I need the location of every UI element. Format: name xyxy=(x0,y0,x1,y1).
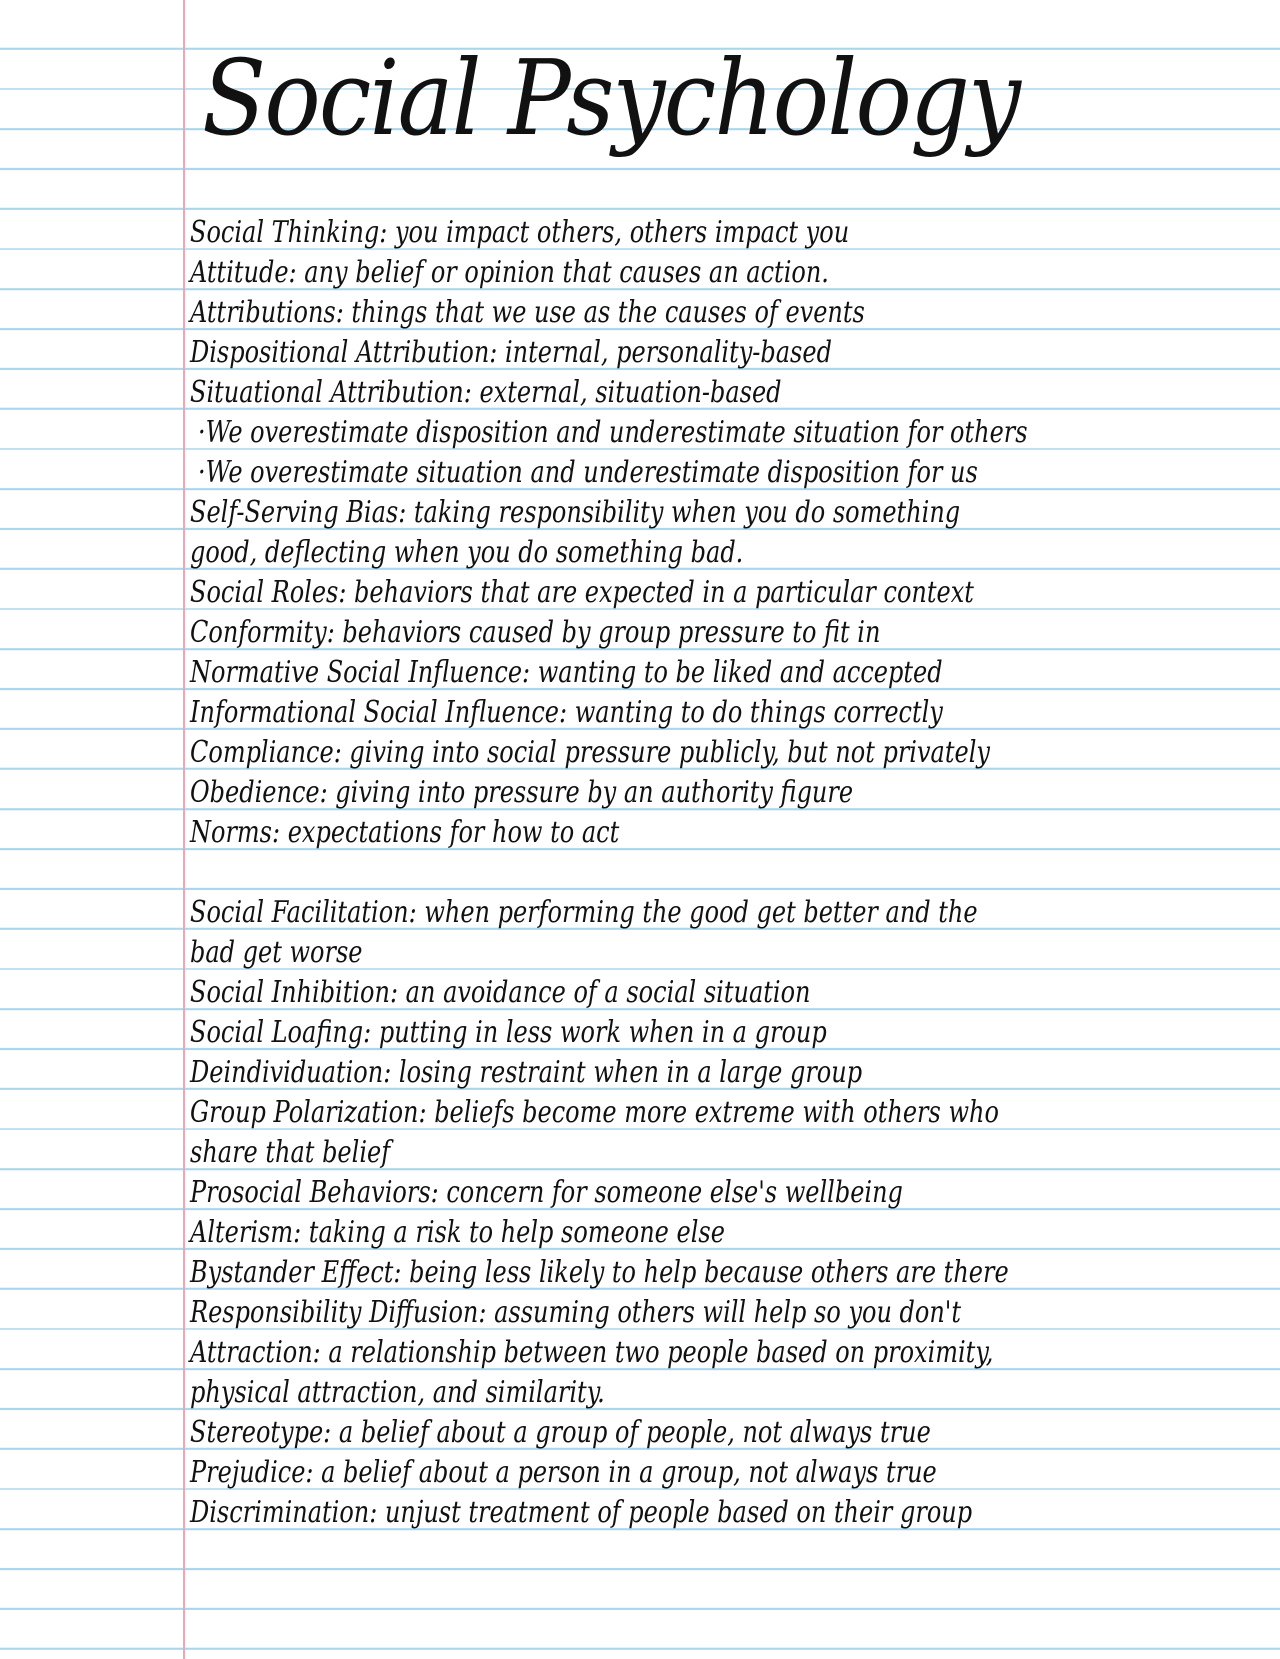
note-line: Stereotype: a belief about a group of people, not always true xyxy=(190,1415,931,1450)
notebook-page xyxy=(190,0,1276,1659)
note-line: Compliance: giving into social pressure publicly, but not privately xyxy=(190,735,990,770)
note-line: Informational Social Influence: wanting to do things correctly xyxy=(190,695,943,730)
note-line: Social Roles: behaviors that are expected in a particular context xyxy=(190,575,974,610)
note-line: Attributions: things that we use as the causes of events xyxy=(190,295,865,330)
note-line: Attitude: any belief or opinion that causes an action. xyxy=(190,255,829,290)
note-line: Obedience: giving into pressure by an authority figure xyxy=(190,775,854,810)
note-line: Responsibility Diffusion: assuming others will help so you don't xyxy=(190,1295,962,1330)
note-line: Alterism: taking a risk to help someone else xyxy=(190,1215,725,1250)
page-title: Social Psychology xyxy=(202,37,1020,159)
note-line: good, deflecting when you do something bad. xyxy=(190,535,744,570)
note-line: ·We overestimate situation and underestimate disposition for us xyxy=(198,455,978,490)
note-line: Discrimination: unjust treatment of people based on their group xyxy=(190,1495,973,1530)
note-line: Deindividuation: losing restraint when in a large group xyxy=(190,1055,863,1090)
note-line: Social Inhibition: an avoidance of a social situation xyxy=(190,975,811,1010)
note-line: Dispositional Attribution: internal, personality-based xyxy=(190,335,832,370)
note-line: Normative Social Influence: wanting to be liked and accepted xyxy=(190,655,943,690)
note-line: ·We overestimate disposition and underestimate situation for others xyxy=(198,415,1028,450)
note-line: physical attraction, and similarity. xyxy=(190,1375,605,1410)
note-line: Conformity: behaviors caused by group pressure to fit in xyxy=(190,615,881,650)
note-line: bad get worse xyxy=(190,935,363,970)
note-line: Attraction: a relationship between two people based on proximity, xyxy=(190,1335,994,1370)
note-line: Group Polarization: beliefs become more extreme with others who xyxy=(190,1095,999,1130)
note-line: Situational Attribution: external, situation-based xyxy=(190,375,782,410)
note-line: Prejudice: a belief about a person in a group, not always true xyxy=(190,1455,937,1490)
blank-line xyxy=(190,853,1028,893)
note-line: Prosocial Behaviors: concern for someone else's wellbeing xyxy=(190,1175,903,1210)
note-line: Social Loafing: putting in less work when in a group xyxy=(190,1015,827,1050)
note-line: Social Facilitation: when performing the good get better and the xyxy=(190,895,978,930)
notebook-margin-line xyxy=(183,0,185,1659)
note-line: share that belief xyxy=(190,1135,391,1170)
note-line: Norms: expectations for how to act xyxy=(190,815,620,850)
note-line: Bystander Effect: being less likely to help because others are there xyxy=(190,1255,1009,1290)
notes-list xyxy=(190,213,1237,1533)
note-line: Social Thinking: you impact others, others impact you xyxy=(190,215,850,250)
note-line: Self-Serving Bias: taking responsibility when you do something xyxy=(190,495,961,530)
